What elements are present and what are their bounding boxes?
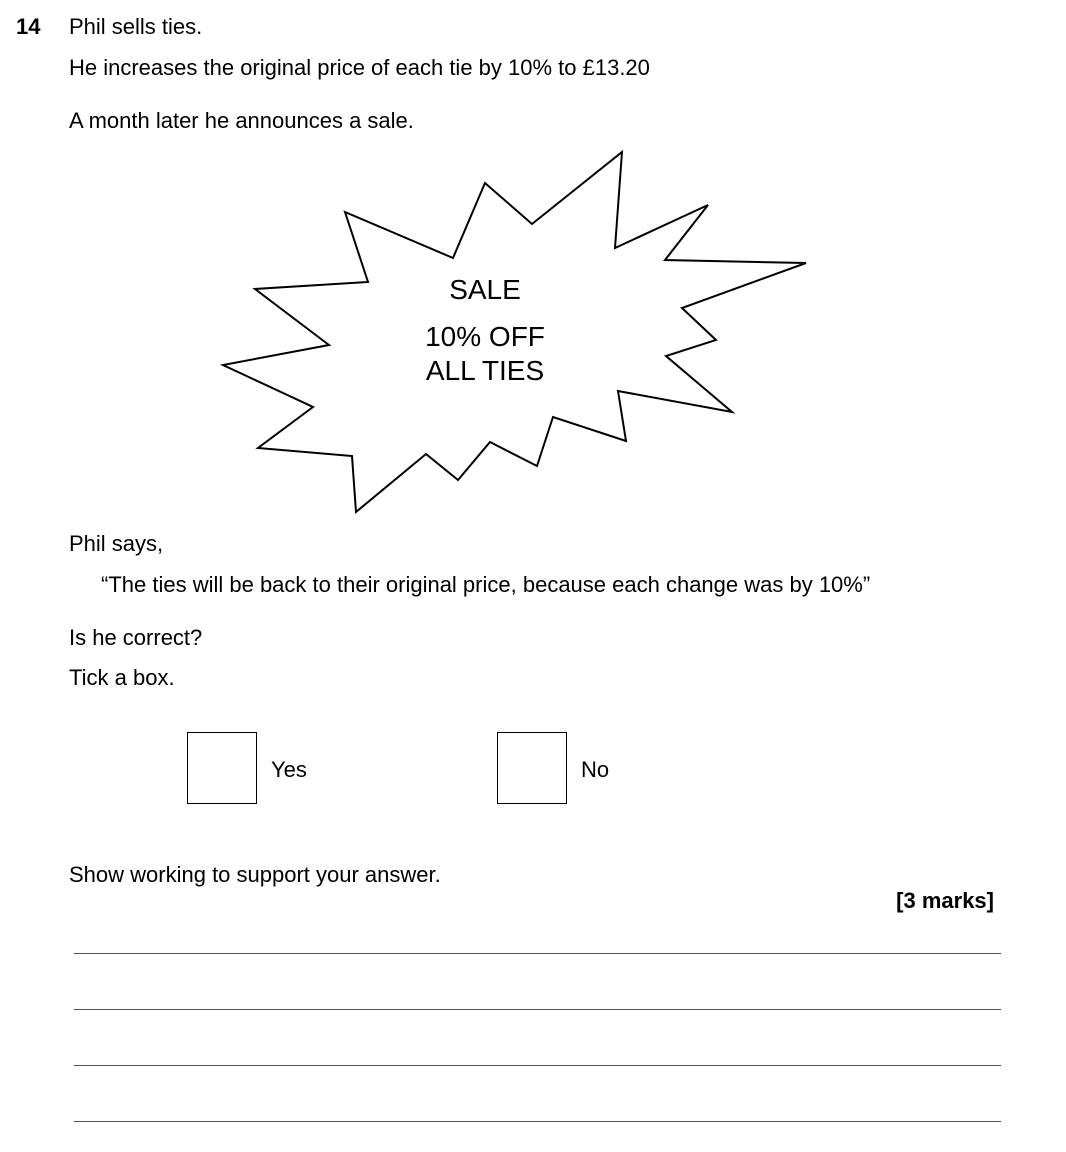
answer-line[interactable] [74,953,1001,954]
question-number: 14 [16,14,41,39]
answer-line[interactable] [74,1009,1001,1010]
statement-intro: Phil says, [69,531,164,556]
question-line-3: A month later he announces a sale. [69,108,414,133]
no-checkbox[interactable] [497,732,567,804]
yes-label: Yes [271,757,307,782]
yes-checkbox[interactable] [187,732,257,804]
sale-scope: ALL TIES [425,355,545,386]
answer-line[interactable] [74,1065,1001,1066]
prompt-instruction: Tick a box. [69,665,175,690]
sale-title: SALE [449,274,521,305]
working-instruction: Show working to support your answer. [69,862,441,887]
question-line-1: Phil sells ties. [69,14,203,39]
statement-quote: “The ties will be back to their original price, because each change was by 10%” [101,572,871,597]
sale-discount: 10% OFF [425,321,545,352]
prompt-question: Is he correct? [69,625,203,650]
question-line-2: He increases the original price of each tie by 10% to £13.20 [69,55,650,80]
answer-line[interactable] [74,1121,1001,1122]
marks-label: [3 marks] [896,888,994,913]
no-label: No [581,757,610,782]
